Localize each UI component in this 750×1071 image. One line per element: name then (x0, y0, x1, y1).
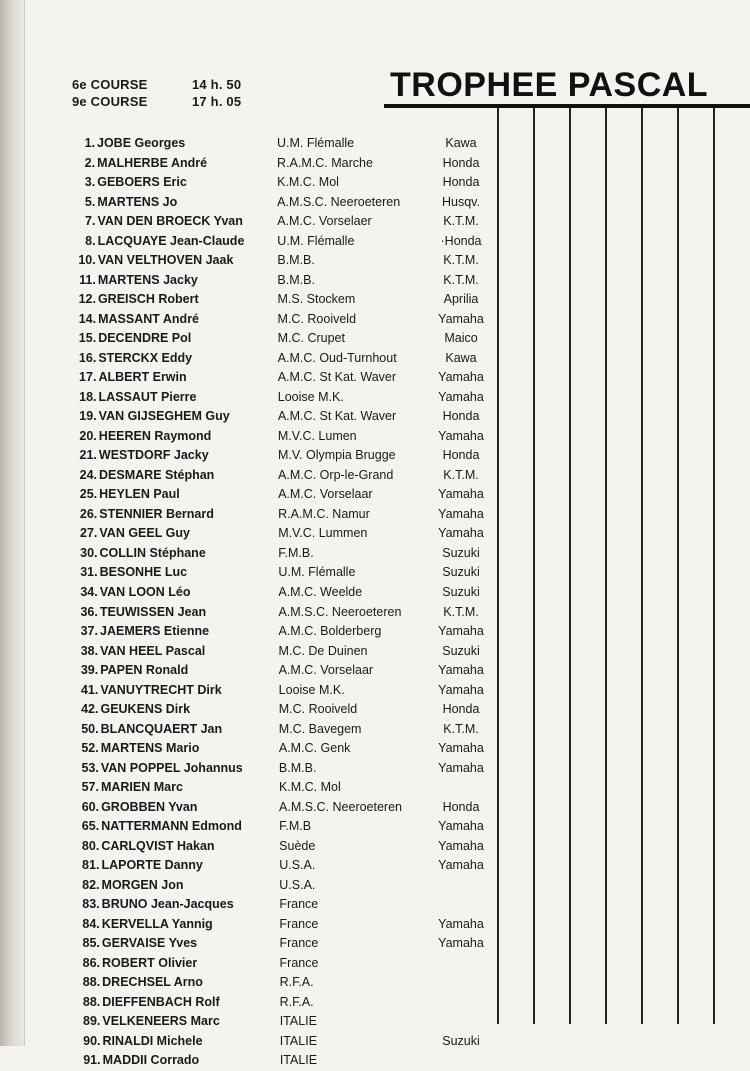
rider-club: France (279, 897, 319, 912)
rider-name: LASSAUT Pierre (98, 389, 197, 404)
rider-make: Yamaha (438, 682, 484, 697)
rider-club: M.C. Rooiveld (277, 311, 357, 326)
rider-number: 60. (81, 799, 100, 814)
course-time: 17 h. 05 (192, 94, 242, 109)
rider-club: M.V.C. Lummen (278, 526, 368, 541)
rider-number: 36. (80, 604, 98, 619)
rider-club: R.F.A. (279, 975, 314, 990)
rider-make: Aprilia (443, 292, 479, 307)
rider-club: France (279, 916, 319, 931)
rider-row (0, 1034, 750, 1052)
rider-name: VAN VELTHOVEN Jaak (97, 253, 234, 268)
rider-club: M.V. Olympia Brugge (277, 448, 396, 463)
rider-club: A.M.C. Genk (278, 741, 351, 756)
rider-number: 57. (81, 780, 99, 795)
rider-name: MALHERBE André (97, 155, 208, 170)
header-rule (384, 104, 750, 108)
rider-row (0, 409, 750, 427)
rider-number: 85. (82, 936, 100, 951)
rider-row (0, 761, 750, 779)
rider-make: Maico (444, 331, 478, 346)
rider-number: 31. (80, 565, 98, 580)
rider-make: Suzuki (442, 585, 480, 599)
rider-name: HEYLEN Paul (99, 487, 180, 502)
rider-row (0, 663, 750, 681)
rider-club: Looise M.K. (278, 682, 345, 697)
rider-name: HEEREN Raymond (98, 428, 212, 443)
rider-name: JAEMERS Etienne (100, 624, 210, 638)
rider-club: A.M.C. Bolderberg (278, 624, 382, 638)
rider-club: A.M.C. Vorselaer (277, 214, 372, 229)
rider-name: DECENDRE Pol (98, 331, 192, 346)
rider-club: U.M. Flémalle (277, 233, 355, 248)
rider-make: Honda (442, 799, 480, 814)
rider-number: 2. (84, 155, 96, 170)
course-label: 9e COURSE (72, 94, 148, 109)
rider-name: MORGEN Jon (101, 877, 184, 892)
rider-name: WESTDORF Jacky (98, 448, 209, 463)
rider-number: 83. (82, 897, 100, 912)
rider-make: Yamaha (438, 624, 484, 638)
rider-name: JOBE Georges (97, 136, 186, 150)
rider-name: GROBBEN Yvan (101, 799, 198, 814)
rider-number: 1. (84, 136, 95, 150)
rider-club: A.M.C. St Kat. Waver (277, 409, 397, 424)
rider-row (0, 331, 750, 349)
rider-row (0, 487, 750, 505)
rider-make: K.T.M. (443, 253, 479, 268)
rider-club: France (279, 936, 319, 951)
rider-row (0, 312, 750, 330)
rider-number: 7. (85, 214, 96, 229)
rider-make: Yamaha (438, 370, 484, 385)
rider-row (0, 936, 750, 954)
rider-make: Husqv. (442, 194, 480, 209)
rider-club: ITALIE (279, 1014, 317, 1029)
rider-club: K.M.C. Mol (277, 175, 339, 189)
rider-number: 16. (78, 350, 97, 365)
rider-make: Honda (442, 409, 480, 424)
rider-make: Yamaha (438, 526, 484, 541)
rider-row (0, 839, 750, 857)
rider-row (0, 429, 750, 447)
rider-make: Yamaha (438, 936, 484, 951)
rider-make: K.T.M. (443, 721, 479, 736)
rider-make: Yamaha (438, 506, 484, 521)
rider-name: BESONHE Luc (99, 565, 188, 580)
rider-number: 14. (78, 311, 97, 326)
rider-row (0, 702, 750, 720)
rider-club: Looise M.K. (277, 389, 344, 404)
rider-club: R.F.A. (279, 994, 314, 1009)
rider-club: F.M.B. (278, 545, 314, 560)
rider-make: Yamaha (438, 741, 484, 756)
rider-name: LAPORTE Danny (101, 858, 203, 873)
rider-row (0, 585, 750, 603)
rider-row (0, 234, 750, 252)
rider-club: M.V.C. Lumen (277, 428, 357, 443)
rider-number: 20. (79, 428, 97, 443)
rider-club: France (279, 955, 319, 970)
rider-row (0, 253, 750, 271)
rider-number: 90. (83, 1033, 101, 1048)
rider-club: F.M.B (279, 819, 312, 834)
rider-make: Yamaha (438, 819, 484, 834)
rider-row (0, 370, 750, 388)
rider-row (0, 624, 750, 642)
rider-row (0, 273, 750, 291)
rider-name: VAN GEEL Guy (99, 526, 190, 541)
rider-name: VAN GIJSEGHEM Guy (98, 409, 230, 424)
rider-number: 24. (79, 467, 98, 482)
rider-name: DIEFFENBACH Rolf (102, 994, 220, 1009)
course-line-1 (72, 77, 242, 92)
rider-make: Yamaha (438, 487, 484, 502)
rider-row (0, 897, 750, 915)
rider-number: 25. (79, 487, 98, 502)
rider-make: K.T.M. (443, 604, 479, 619)
rider-club: ITALIE (279, 1053, 318, 1068)
rider-make: Yamaha (438, 311, 484, 326)
rider-make: Honda (442, 175, 480, 189)
rider-number: 21. (79, 448, 97, 463)
rider-make: Yamaha (438, 760, 484, 775)
rider-name: VANUYTRECHT Dirk (100, 682, 222, 697)
rider-make: K.T.M. (443, 214, 479, 229)
rider-row (0, 1014, 750, 1032)
rider-club: ITALIE (279, 1033, 318, 1048)
rider-make: Suzuki (442, 545, 480, 560)
rider-number: 82. (82, 877, 100, 892)
rider-row (0, 136, 750, 154)
rider-name: GEUKENS Dirk (100, 702, 191, 717)
rider-make: Kawa (445, 136, 477, 150)
rider-name: VAN HEEL Pascal (100, 643, 206, 658)
rider-name: MASSANT André (98, 311, 200, 326)
rider-name: STENNIER Bernard (99, 506, 214, 521)
course-time: 14 h. 50 (192, 77, 242, 92)
rider-row (0, 956, 750, 974)
rider-row (0, 878, 750, 896)
rider-name: MARTENS Jo (97, 194, 178, 209)
rider-row (0, 292, 750, 310)
rider-club: A.M.C. St Kat. Waver (277, 370, 397, 385)
rider-name: ROBERT Olivier (102, 955, 198, 970)
rider-club: A.M.C. Vorselaar (278, 663, 374, 677)
rider-number: 88. (82, 975, 101, 990)
rider-row (0, 546, 750, 564)
rider-name: DESMARE Stéphan (99, 467, 215, 482)
rider-row (0, 644, 750, 662)
rider-make: K.T.M. (443, 467, 479, 482)
rider-name: COLLIN Stéphane (99, 545, 206, 560)
rider-club: B.M.B. (278, 760, 317, 775)
rider-make: Suzuki (442, 565, 480, 580)
rider-name: CARLQVIST Hakan (101, 838, 215, 853)
rider-number: 11. (79, 272, 96, 287)
rider-make: Honda (442, 702, 480, 717)
rider-number: 91. (83, 1053, 101, 1068)
rider-number: 30. (80, 545, 98, 560)
course-line-2 (72, 94, 242, 109)
rider-row (0, 819, 750, 837)
rider-name: MADDII Corrado (102, 1053, 200, 1068)
rider-make: Yamaha (438, 858, 484, 873)
rider-number: 81. (82, 858, 100, 873)
rider-make: Yamaha (438, 838, 484, 853)
rider-name: BRUNO Jean-Jacques (101, 897, 234, 912)
rider-club: K.M.C. Mol (278, 780, 341, 795)
rider-number: 8. (85, 233, 96, 248)
rider-row (0, 1053, 750, 1071)
rider-row (0, 741, 750, 759)
rider-number: 26. (79, 506, 98, 521)
rider-make: ·Honda (440, 233, 482, 248)
rider-number: 88. (82, 994, 101, 1009)
rider-number: 12. (78, 292, 96, 307)
rider-make: K.T.M. (443, 272, 479, 287)
rider-club: A.M.S.C. Neeroeteren (277, 194, 401, 209)
rider-make: Yamaha (438, 663, 484, 677)
rider-name: KERVELLA Yannig (101, 916, 213, 931)
rider-make: Honda (442, 448, 480, 463)
rider-club: B.M.B. (277, 272, 315, 287)
rider-number: 27. (80, 526, 98, 541)
rider-club: A.M.C. Orp-le-Grand (278, 467, 394, 482)
rider-row (0, 605, 750, 623)
rider-row (0, 195, 750, 213)
rider-name: DRECHSEL Arno (102, 975, 203, 990)
rider-club: U.S.A. (279, 877, 316, 892)
rider-name: VAN LOON Léo (99, 585, 191, 599)
rider-make: Suzuki (442, 1033, 480, 1048)
rider-name: NATTERMANN Edmond (101, 819, 242, 834)
rider-row (0, 214, 750, 232)
rider-number: 86. (82, 955, 101, 970)
rider-name: RINALDI Michele (102, 1033, 203, 1048)
rider-row (0, 722, 750, 740)
rider-club: U.M. Flémalle (277, 136, 355, 150)
rider-row (0, 917, 750, 935)
rider-club: U.S.A. (279, 858, 316, 873)
rider-club: R.A.M.C. Namur (278, 506, 370, 521)
rider-name: TEUWISSEN Jean (99, 604, 207, 619)
rider-number: 5. (84, 194, 96, 209)
rider-row (0, 468, 750, 486)
rider-club: A.M.S.C. Neeroeteren (279, 799, 402, 814)
rider-make: Suzuki (442, 643, 480, 658)
rider-make: Yamaha (438, 916, 484, 931)
rider-number: 84. (82, 916, 100, 931)
rider-name: MARTENS Mario (100, 741, 200, 756)
rider-make: Honda (442, 155, 480, 170)
rider-name: BLANCQUAERT Jan (100, 721, 223, 736)
page-title: TROPHEE PASCAL (390, 66, 709, 104)
rider-row (0, 448, 750, 466)
rider-club: M.C. Crupet (277, 331, 345, 346)
rider-number: 37. (80, 624, 98, 638)
rider-number: 42. (81, 702, 99, 717)
rider-name: VELKENEERS Marc (102, 1014, 220, 1029)
rider-number: 10. (78, 253, 96, 268)
rider-row (0, 800, 750, 818)
rider-club: R.A.M.C. Marche (277, 155, 373, 170)
rider-make: Kawa (445, 350, 477, 365)
rider-make: Yamaha (438, 389, 484, 404)
rider-number: 52. (81, 741, 99, 756)
rider-club: U.M. Flémalle (278, 565, 356, 580)
rider-name: PAPEN Ronald (100, 663, 189, 677)
rider-row (0, 975, 750, 993)
rider-number: 89. (83, 1014, 101, 1029)
rider-row (0, 351, 750, 369)
rider-number: 15. (78, 331, 97, 346)
rider-number: 18. (79, 389, 97, 404)
rider-row (0, 175, 750, 193)
rider-club: M.C. De Duinen (278, 643, 368, 658)
rider-row (0, 565, 750, 583)
rider-club: A.M.C. Weelde (278, 585, 363, 599)
rider-row (0, 526, 750, 544)
rider-number: 17. (79, 370, 97, 385)
rider-club: A.M.C. Vorselaar (278, 487, 373, 502)
rider-club: A.M.C. Oud-Turnhout (277, 350, 397, 365)
rider-name: LACQUAYE Jean-Claude (97, 233, 245, 248)
rider-row (0, 995, 750, 1013)
rider-name: GREISCH Robert (97, 292, 199, 307)
rider-club: Suède (279, 838, 316, 853)
rider-number: 65. (81, 819, 100, 834)
rider-club: B.M.B. (277, 253, 315, 268)
rider-name: GERVAISE Yves (101, 936, 198, 951)
rider-number: 39. (80, 663, 99, 677)
rider-number: 41. (80, 682, 99, 697)
rider-number: 50. (81, 721, 99, 736)
rider-row (0, 507, 750, 525)
rider-number: 80. (81, 838, 100, 853)
rider-row (0, 858, 750, 876)
rider-number: 19. (79, 409, 97, 424)
rider-club: A.M.S.C. Neeroeteren (278, 604, 402, 619)
rider-club: M.S. Stockem (277, 292, 356, 307)
rider-row (0, 156, 750, 174)
rider-name: STERCKX Eddy (98, 350, 193, 365)
rider-name: ALBERT Erwin (98, 370, 187, 385)
rider-name: GEBOERS Eric (97, 175, 187, 189)
rider-name: MARIEN Marc (100, 780, 183, 795)
rider-club: M.C. Rooiveld (278, 702, 358, 717)
rider-name: MARTENS Jacky (97, 272, 198, 287)
rider-number: 38. (80, 643, 99, 658)
rider-number: 3. (84, 175, 96, 189)
rider-name: VAN POPPEL Johannus (100, 760, 243, 775)
rider-number: 53. (81, 760, 99, 775)
course-label: 6e COURSE (72, 77, 148, 92)
rider-name: VAN DEN BROECK Yvan (97, 214, 243, 229)
rider-make: Yamaha (438, 428, 484, 443)
rider-row (0, 390, 750, 408)
rider-row (0, 683, 750, 701)
rider-row (0, 780, 750, 798)
rider-number: 34. (80, 585, 98, 599)
rider-club: M.C. Bavegem (278, 721, 362, 736)
